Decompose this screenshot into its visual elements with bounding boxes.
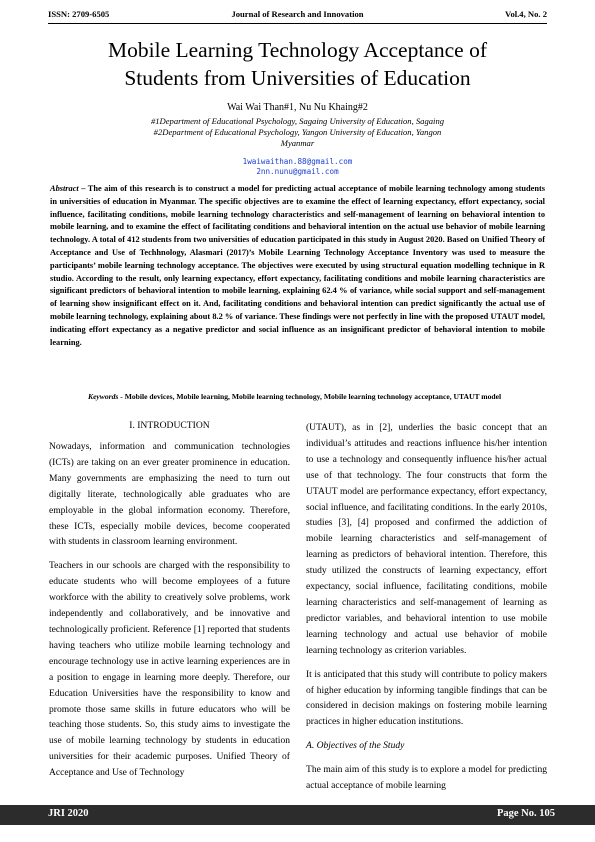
left-column <box>49 420 290 789</box>
keywords <box>88 391 545 403</box>
footer-band <box>0 805 595 825</box>
keywords-label: Keywords <box>88 392 119 401</box>
author-list: Wai Wai Than#1, Nu Nu Khaing#2 <box>227 102 368 113</box>
body-paragraph: The main aim of this study is to explore a model for predicting actual acceptance of mobile learning <box>306 764 547 792</box>
journal-name: Journal of Research and Innovation <box>231 9 364 19</box>
right-column <box>306 420 547 802</box>
email-link-2[interactable]: 2nn.nunu@gmail.com <box>256 167 339 176</box>
keywords-dash: - <box>118 392 125 401</box>
affiliation-2: #2Department of Educational Psychology, Yangon University of Education, Yangon <box>153 127 442 137</box>
running-header <box>48 9 547 21</box>
body-paragraph: Nowadays, information and communication technologies (ICTs) are taking on an ever greater prominence in education. Many governments are emphasizing the need to turn out digitally literate, technologically able graduates who are employable in the global information economy. Therefore, these ICTs, especially mobile devices, become cooperated with students in classroom learning environment. <box>49 441 290 548</box>
volume-number: Vol.4, No. 2 <box>505 9 547 19</box>
keywords-text: Mobile devices, Mobile learning, Mobile learning technology, Mobile learning technology acceptance, UTAUT model <box>124 392 502 401</box>
abstract-label: Abstract <box>50 184 79 193</box>
footer-journal-year: JRI 2020 <box>48 808 89 819</box>
header-rule <box>48 23 547 24</box>
issn: ISSN: 2709-6505 <box>48 9 110 19</box>
footer-page-number: Page No. 105 <box>496 808 555 819</box>
affiliation-1: #1Department of Educational Psychology, Sagaing University of Education, Sagaing <box>150 116 445 126</box>
paper-title <box>40 36 555 92</box>
email-link-1[interactable]: 1waiwaithan.88@gmail.com <box>242 157 353 166</box>
body-paragraph: (UTAUT), as in [2], underlies the basic concept that an individual’s attitudes and reactions influence his/her intention to use a technology and consequently influence his/her actual use of that technology. The four constructs that form the UTAUT model are performance expectancy, effort expectancy, social influence, and facilitating conditions. In the early 2010s, studies [3], [4] proposed and confirmed the addiction of mobile learning characteristics and self-management of learning as predictors of behavioral intention. Therefore, this study utilized the constructs of learning expectancy, effort expectancy, social influence, facilitating conditions, mobile learning characteristics and self-management of learning as predictor variables, and behavioral intention to use mobile learning technology and actual use behavior of mobile learning technology as criterion variables. <box>306 422 547 656</box>
section-heading-introduction: I. INTRODUCTION <box>129 420 210 431</box>
title-line-2: Students from Universities of Education <box>124 66 471 90</box>
title-line-1: Mobile Learning Technology Acceptance of <box>108 38 487 62</box>
abstract-text: The aim of this research is to construct a model for predicting actual acceptance of mobile learning technology among students in universities of education in Myanmar. The specific objectives are to examine the effect of learning expectancy, effort expectancy, social influence, facilitating conditions, mobile learning technology characteristics and self-management of learning on behavioral intention to mobile learning, and to examine the effect of facilitating conditions and behavioral intention on the actual use behavior of mobile learning technology. A total of 412 students from two universities of education participated in this study in August 2020. Based on Unified Theory of Acceptance and Use of Techhnology, Alasmari (2017)’s Mobile Learning Technology Acceptance Inventory was used to measure the participants’ mobile learning technology acceptance. The objectives were executed by using structural equation modelling technique in R studio. According to the result, only learning expectancy, effort expectancy, facilitating conditions and mobile learning characteristics are significant predictors of behavioral intention to mobile learning, explaining 62.4 % of variance, while social support and self-management of learning show insignificant effect on it. And, facilitating conditions and behavioral intention can predict significantly the actual use of mobile learning technology, explaining about 8.2 % of variance. These findings were not perfectly in line with the proposed UTAUT model, indicating effort expectancy as a negative predictor and social influence as an insignificant predictor of behavioral intention to mobile learning. <box>50 184 545 347</box>
abstract-dash: – <box>78 184 88 193</box>
affiliation-country: Myanmar <box>280 138 315 148</box>
body-paragraph: It is anticipated that this study will contribute to policy makers of higher education by informing tangible findings that can be considered in decision makings on fostering mobile learning practices in higher education institutions. <box>306 668 547 728</box>
subsection-heading-objectives: A. Objectives of the Study <box>306 740 405 752</box>
abstract <box>50 183 545 349</box>
body-paragraph: Teachers in our schools are charged with the responsibility to educate students who will become employees of a future workforce with the ability to creatively solve problems, work independently and collaboratively, and be innovative and technologically proficient. Reference [1] reported that students having teachers who utilize mobile learning technology and encourage technology use in active learning experiences are in a position to engage in learning more deeply. Therefore, our Education Universities have the responsibility to know and promote those same skills in future educators who will be teaching those students. So, this study aims to investigate the use of mobile learning technology by students in education universities for their academic purposes. Unified Theory of Acceptance and Use of Technology <box>49 560 290 779</box>
